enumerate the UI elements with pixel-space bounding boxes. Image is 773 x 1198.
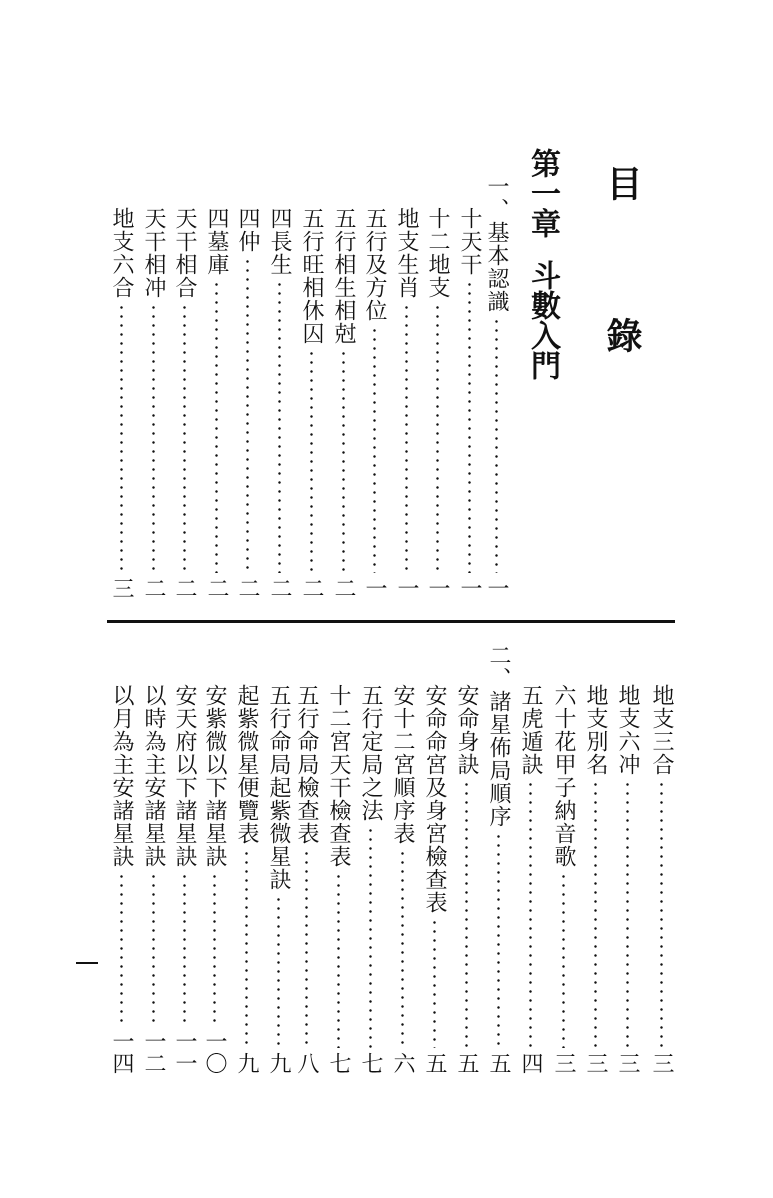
toc-entry[interactable] xyxy=(330,207,356,599)
dot-leader xyxy=(562,872,565,1048)
page-number: 二 xyxy=(172,577,197,599)
dot-leader xyxy=(305,849,308,1048)
entry-title: 五行相生相尅 xyxy=(331,207,356,345)
toc-entry[interactable] xyxy=(298,207,324,599)
page-number: 六 xyxy=(390,1052,415,1074)
dot-leader xyxy=(152,872,155,1026)
page-title: 目 錄 xyxy=(601,165,643,393)
entry-title: 四長生 xyxy=(267,207,292,276)
toc-entry[interactable] xyxy=(265,684,291,1074)
entry-title: 以月為主安諸星訣 xyxy=(109,684,134,868)
entry-title: 安天府以下諸星訣 xyxy=(172,684,197,868)
entry-title: 十二地支 xyxy=(425,207,450,299)
dot-leader xyxy=(660,780,663,1048)
page-number: 一〇 xyxy=(202,1030,227,1074)
entry-title: 五行及方位 xyxy=(362,207,387,322)
entry-title: 地支別名 xyxy=(583,684,608,776)
toc-entry[interactable] xyxy=(485,644,511,1074)
dot-leader xyxy=(120,872,123,1026)
page-number: 九 xyxy=(266,1052,291,1074)
page-number: 三 xyxy=(583,1052,608,1074)
toc-entry[interactable] xyxy=(171,684,197,1074)
page-divider xyxy=(107,620,675,623)
entry-title: 五行定局之法 xyxy=(358,684,383,822)
toc-entry[interactable] xyxy=(233,684,259,1074)
dot-leader xyxy=(278,280,281,573)
entry-title: 安十二宮順序表 xyxy=(390,684,415,845)
page-number: 二 xyxy=(141,577,166,599)
toc-entry[interactable] xyxy=(393,207,419,599)
entry-title: 十二宮天干檢查表 xyxy=(326,684,351,868)
toc-entry[interactable] xyxy=(421,684,447,1074)
page-number: 一 xyxy=(484,577,509,599)
dot-leader xyxy=(465,780,468,1048)
page-number: 四 xyxy=(518,1052,543,1074)
dot-leader xyxy=(120,303,123,573)
page-number: 三 xyxy=(649,1052,674,1074)
page-number: 一 xyxy=(394,577,419,599)
entry-title: 天干相冲 xyxy=(141,207,166,299)
dot-leader xyxy=(152,303,155,573)
dot-leader xyxy=(405,303,408,573)
dot-leader xyxy=(436,303,439,573)
dot-leader xyxy=(401,849,404,1048)
toc-entry[interactable] xyxy=(453,684,479,1074)
entry-title: 四墓庫 xyxy=(204,207,229,276)
toc-entry[interactable] xyxy=(648,684,674,1074)
page-number: 二 xyxy=(299,577,324,599)
toc-entry[interactable] xyxy=(614,684,640,1074)
entry-title: 地支六冲 xyxy=(615,684,640,776)
dot-leader xyxy=(373,326,376,573)
toc-entry[interactable] xyxy=(108,207,134,599)
entry-title: 五行旺相休囚 xyxy=(299,207,324,345)
entry-title: 五行命局起紫微星訣 xyxy=(266,684,291,891)
page-number: 二 xyxy=(267,577,292,599)
page-number: 五 xyxy=(454,1052,479,1074)
toc-entry[interactable] xyxy=(201,684,227,1074)
toc-entry[interactable] xyxy=(140,207,166,599)
dot-leader xyxy=(337,872,340,1048)
toc-entry[interactable] xyxy=(389,684,415,1074)
dot-leader xyxy=(183,872,186,1026)
page-number: 三 xyxy=(615,1052,640,1074)
dot-leader xyxy=(310,349,313,573)
toc-entry[interactable] xyxy=(361,207,387,599)
page-number: 一 xyxy=(425,577,450,599)
page-number: 八 xyxy=(294,1052,319,1074)
toc-entry[interactable] xyxy=(357,684,383,1074)
dot-leader xyxy=(433,918,436,1048)
page-number: 二 xyxy=(235,577,260,599)
entry-title: 地支六合 xyxy=(109,207,134,299)
page-number: 一一 xyxy=(172,1030,197,1074)
section-heading: 一、基本認識 xyxy=(484,175,509,313)
entry-title: 以時為主安諸星訣 xyxy=(141,684,166,868)
toc-entry[interactable] xyxy=(325,684,351,1074)
dot-leader xyxy=(594,780,597,1048)
entry-title: 六十花甲子納音歌 xyxy=(551,684,576,868)
entry-title: 安命命宮及身宮檢查表 xyxy=(422,684,447,914)
page-number: 七 xyxy=(326,1052,351,1074)
dot-leader xyxy=(468,280,471,573)
chapter-heading xyxy=(525,148,560,380)
dot-leader xyxy=(497,832,500,1048)
folio-mark xyxy=(76,962,98,964)
toc-entry[interactable] xyxy=(424,207,450,599)
section-heading: 二、諸星佈局順序 xyxy=(486,644,511,828)
page-number: 五 xyxy=(422,1052,447,1074)
toc-entry[interactable] xyxy=(203,207,229,599)
toc-entry[interactable] xyxy=(140,684,166,1074)
page-number: 二 xyxy=(204,577,229,599)
toc-entry[interactable] xyxy=(550,684,576,1074)
toc-entry[interactable] xyxy=(171,207,197,599)
page-number: 一四 xyxy=(109,1030,134,1074)
entry-title: 安命身訣 xyxy=(454,684,479,776)
page-number: 一 xyxy=(457,577,482,599)
toc-entry[interactable] xyxy=(456,207,482,599)
toc-entry[interactable] xyxy=(266,207,292,599)
entry-title: 五行命局檢查表 xyxy=(294,684,319,845)
page-number: 九 xyxy=(234,1052,259,1074)
page-number: 五 xyxy=(486,1052,511,1074)
entry-title: 五虎遁訣 xyxy=(518,684,543,776)
entry-title: 地支生肖 xyxy=(394,207,419,299)
page-number: 二 xyxy=(331,577,356,599)
page-number: 三 xyxy=(109,577,134,599)
dot-leader xyxy=(246,257,249,573)
entry-title: 地支三合 xyxy=(649,684,674,776)
dot-leader xyxy=(342,349,345,573)
dot-leader xyxy=(213,872,216,1026)
dot-leader xyxy=(183,303,186,573)
dot-leader xyxy=(215,280,218,573)
dot-leader xyxy=(529,780,532,1048)
dot-leader xyxy=(245,849,248,1048)
toc-entry[interactable] xyxy=(108,684,134,1074)
dot-leader xyxy=(369,826,372,1048)
dot-leader xyxy=(277,895,280,1048)
page-number: 七 xyxy=(358,1052,383,1074)
entry-title: 十天干 xyxy=(457,207,482,276)
toc-entry[interactable] xyxy=(234,207,260,599)
page-number: 一二 xyxy=(141,1030,166,1074)
dot-leader xyxy=(626,780,629,1048)
entry-title: 安紫微以下諸星訣 xyxy=(202,684,227,868)
toc-entry[interactable] xyxy=(517,684,543,1074)
toc-entry[interactable] xyxy=(483,175,509,599)
dot-leader xyxy=(495,317,498,573)
chapter-name: 斗數入門 xyxy=(525,260,560,380)
entry-title: 起紫微星便覽表 xyxy=(234,684,259,845)
folio-page-number xyxy=(76,962,98,964)
page-number: 一 xyxy=(362,577,387,599)
entry-title: 天干相合 xyxy=(172,207,197,299)
page-number: 三 xyxy=(551,1052,576,1074)
entry-title: 四仲 xyxy=(235,207,260,253)
chapter-label: 第一章 xyxy=(525,148,560,238)
toc-entry[interactable] xyxy=(293,684,319,1074)
toc-entry[interactable] xyxy=(582,684,608,1074)
